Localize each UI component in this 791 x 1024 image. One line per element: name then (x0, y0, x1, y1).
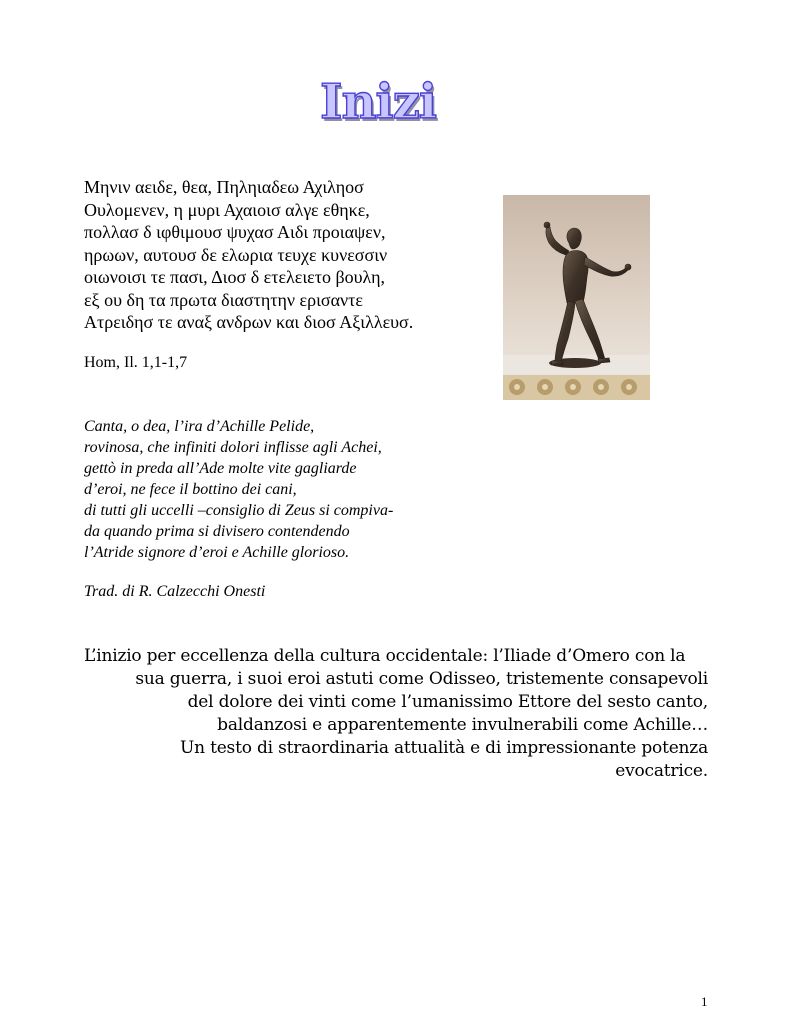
italian-verse: gettò in preda all’Ade molte vite gagliarde (84, 460, 357, 477)
intro-line: evocatrice. (615, 761, 708, 781)
italian-verse: Canta, o dea, l’ira d’Achille Pelide, (84, 418, 315, 435)
homer-citation: Hom, Il. 1,1-1,7 (84, 354, 188, 371)
greek-verse: ηρωων, αυτουσ δε ελωρια τευχε κυνεσσιν (84, 244, 388, 265)
greek-verse: πολλασ δ ιφθιμουσ ψυχασ Αιδι προιαψεν, (84, 222, 386, 242)
italian-verse: l’Atride signore d’eroi e Achille glorioso. (84, 544, 350, 561)
greek-verse: Ουλομενεν, η μυρι Αχαιοισ αλγε εθηκε, (84, 199, 370, 220)
greek-verse: Μηνιν αειδε, θεα, Πηληιαδεω Αχιληοσ (84, 177, 364, 197)
greek-verses (84, 176, 413, 334)
intro-line: baldanzosi e apparentemente invulnerabili come Achille… (217, 715, 708, 735)
intro-line: Un testo di straordinaria attualità e di impressionante potenza (179, 738, 708, 758)
intro-line: del dolore dei vinti come l’umanissimo Ettore del sesto canto, (187, 692, 708, 712)
intro-line: sua guerra, i suoi eroi astuti come Odisseo, tristemente consapevoli (135, 669, 708, 689)
italian-verse: d’eroi, ne fece il bottino dei cani, (84, 481, 297, 498)
italian-translation (84, 416, 393, 563)
italian-verse: rovinosa, che infiniti dolori inflisse agli Achei, (84, 439, 382, 456)
greek-verse: Ατρειδησ τε αναξ ανδρων και διοσ Αξιλλευσ. (84, 312, 414, 332)
greek-verse: εξ ου δη τα πρωτα διαστητην ερισαντε (84, 289, 363, 310)
intro-paragraph (84, 645, 708, 783)
statue-photo (503, 195, 650, 400)
page-number: 1 (701, 994, 708, 1009)
greek-verse: οιωνοισι τε πασι, Διοσ δ ετελειετο βουλη, (84, 267, 386, 287)
italian-verse: da quando prima si divisero contendendo (84, 523, 350, 540)
page-title (320, 66, 437, 138)
italian-verse: di tutti gli uccelli –consiglio di Zeus si compiva- (84, 502, 394, 519)
translator-credit: Trad. di R. Calzecchi Onesti (84, 583, 266, 600)
title-wordart: Inizi (320, 74, 437, 130)
intro-line: L’inizio per eccellenza della cultura occidentale: l’Iliade d’Omero con la (84, 646, 686, 666)
